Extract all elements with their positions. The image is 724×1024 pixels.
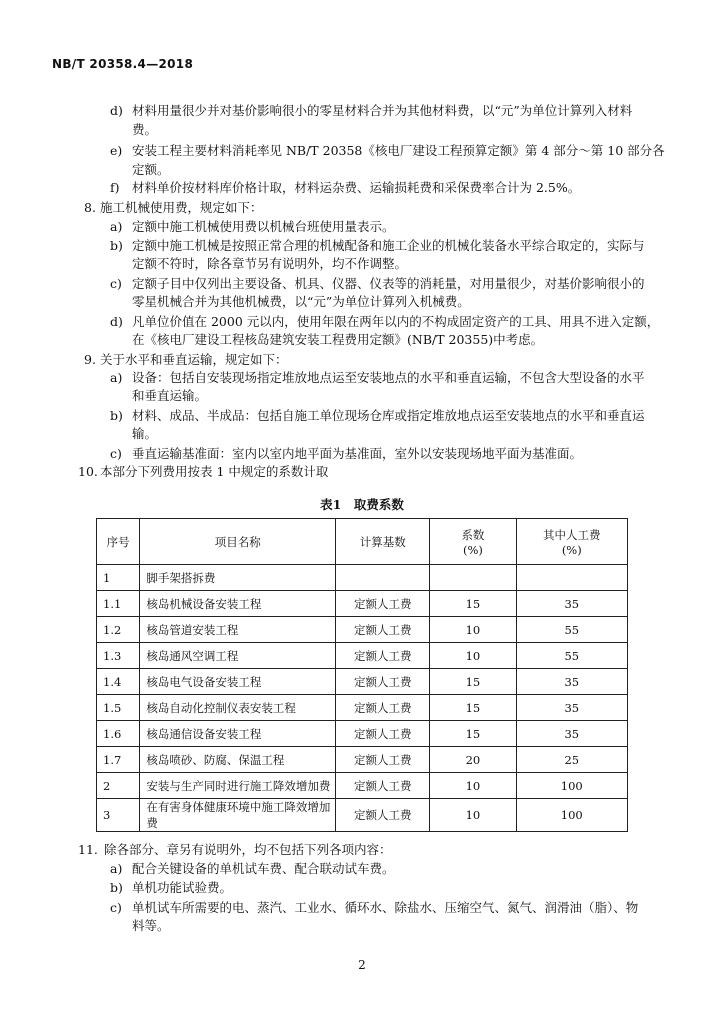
section-heading: 施工机械使用费，规定如下： bbox=[100, 200, 263, 215]
row-coefficient-cell: 10 bbox=[430, 799, 516, 832]
table-row bbox=[97, 565, 628, 591]
paragraph-line: 材料用量很少并对基价影响很小的零星材料合并为其他材料费，以“元”为单位计算列入材料 bbox=[132, 103, 633, 118]
table-body bbox=[97, 565, 628, 832]
standard-code-header: NB/T 20358.4—2018 bbox=[52, 57, 194, 71]
row-no-cell: 1.6 bbox=[97, 721, 140, 747]
row-labor-cell: 100 bbox=[516, 773, 627, 799]
header-coefficient-label: 系数 bbox=[461, 527, 485, 542]
paragraph-line: 单机功能试验费。 bbox=[132, 880, 233, 895]
row-labor-cell: 100 bbox=[516, 799, 627, 832]
row-labor-cell: 35 bbox=[516, 721, 627, 747]
table-row bbox=[97, 643, 628, 669]
row-base-cell: 定额人工费 bbox=[336, 591, 430, 617]
row-coefficient-cell: 15 bbox=[430, 695, 516, 721]
row-name-cell: 核岛通风空调工程 bbox=[140, 643, 336, 669]
row-labor-cell: 35 bbox=[516, 669, 627, 695]
paragraph-line: 定额子目中仅列出主要设备、机具、仪器、仪表等的消耗量，对用量很少，对基价影响很小的 bbox=[132, 276, 645, 291]
section-heading: 除各部分、章另有说明外，均不包括下列各项内容： bbox=[104, 842, 392, 857]
row-coefficient-cell: 15 bbox=[430, 721, 516, 747]
table-row bbox=[97, 669, 628, 695]
table-row bbox=[97, 799, 628, 832]
row-coefficient-cell: 10 bbox=[430, 643, 516, 669]
paragraph-line: 和垂直运输。 bbox=[132, 388, 208, 403]
header-labor-label: 其中人工费 bbox=[543, 527, 601, 542]
list-marker: d) bbox=[110, 103, 123, 118]
list-marker: d) bbox=[110, 314, 123, 329]
row-name-cell: 核岛管道安装工程 bbox=[140, 617, 336, 643]
row-coefficient-cell bbox=[430, 565, 516, 591]
table-row bbox=[97, 591, 628, 617]
row-no-cell: 1.2 bbox=[97, 617, 140, 643]
row-no-cell: 2 bbox=[97, 773, 140, 799]
fee-coefficient-table bbox=[96, 518, 628, 832]
header-no: 序号 bbox=[97, 519, 140, 565]
paragraph-line: 定额中施工机械使用费以机械台班使用量表示。 bbox=[132, 219, 395, 234]
header-name: 项目名称 bbox=[140, 519, 336, 565]
page-number: 2 bbox=[358, 958, 366, 972]
paragraph-line: 安装工程主要材料消耗率见 NB/T 20358《核电厂建设工程预算定额》第 4 部分～第 10 部分各 bbox=[132, 143, 665, 158]
row-name-cell: 核岛自动化控制仪表安装工程 bbox=[140, 695, 336, 721]
list-marker: a) bbox=[110, 370, 123, 385]
paragraph-line: 材料、成品、半成品：包括自施工单位现场仓库或指定堆放地点运至安装地点的水平和垂直运 bbox=[132, 408, 645, 423]
row-base-cell: 定额人工费 bbox=[336, 747, 430, 773]
section-heading: 本部分下列费用按表 1 中规定的系数计取 bbox=[100, 464, 329, 479]
row-name-cell: 脚手架搭拆费 bbox=[140, 565, 336, 591]
row-base-cell: 定额人工费 bbox=[336, 643, 430, 669]
header-labor bbox=[516, 519, 627, 565]
paragraph-line: 费。 bbox=[132, 122, 158, 137]
row-labor-cell: 25 bbox=[516, 747, 627, 773]
paragraph-line: 定额。 bbox=[132, 162, 170, 177]
paragraph-line: 材料单价按材料库价格计取，材料运杂费、运输损耗费和采保费率合计为 2.5%。 bbox=[132, 180, 581, 195]
row-base-cell: 定额人工费 bbox=[336, 799, 430, 832]
section-number: 9. bbox=[84, 352, 96, 367]
header-coefficient-unit: (%) bbox=[462, 542, 483, 557]
header-base: 计算基数 bbox=[336, 519, 430, 565]
row-base-cell bbox=[336, 565, 430, 591]
list-marker: c) bbox=[110, 446, 122, 461]
list-marker: c) bbox=[110, 900, 122, 915]
row-name-cell: 安装与生产同时进行施工降效增加费 bbox=[140, 773, 336, 799]
section-heading: 关于水平和垂直运输，规定如下： bbox=[100, 352, 288, 367]
paragraph-line: 单机试车所需要的电、蒸汽、工业水、循环水、除盐水、压缩空气、氮气、润滑油（脂）、物 bbox=[132, 900, 639, 915]
row-name-cell: 核岛通信设备安装工程 bbox=[140, 721, 336, 747]
list-marker: b) bbox=[110, 408, 123, 423]
row-labor-cell: 35 bbox=[516, 591, 627, 617]
section-number: 8. bbox=[84, 200, 96, 215]
paragraph-line: 料等。 bbox=[132, 918, 170, 933]
table-row bbox=[97, 695, 628, 721]
row-base-cell: 定额人工费 bbox=[336, 773, 430, 799]
paragraph-line: 在《核电厂建设工程核岛建筑安装工程费用定额》(NB/T 20355)中考虑。 bbox=[132, 332, 544, 347]
row-labor-cell: 55 bbox=[516, 643, 627, 669]
list-marker: a) bbox=[110, 219, 123, 234]
row-coefficient-cell: 20 bbox=[430, 747, 516, 773]
table-row bbox=[97, 747, 628, 773]
row-no-cell: 1.1 bbox=[97, 591, 140, 617]
row-coefficient-cell: 15 bbox=[430, 591, 516, 617]
paragraph-line: 设备：包括自安装现场指定堆放地点运至安装地点的水平和垂直运输，不包含大型设备的水平 bbox=[132, 370, 645, 385]
row-coefficient-cell: 10 bbox=[430, 773, 516, 799]
table-caption: 表1 取费系数 bbox=[320, 497, 404, 512]
row-no-cell: 1.7 bbox=[97, 747, 140, 773]
paragraph-line: 零星机械合并为其他机械费，以“元”为单位计算列入机械费。 bbox=[132, 294, 470, 309]
row-coefficient-cell: 15 bbox=[430, 669, 516, 695]
row-labor-cell: 35 bbox=[516, 695, 627, 721]
list-marker: c) bbox=[110, 276, 122, 291]
row-base-cell: 定额人工费 bbox=[336, 721, 430, 747]
table-row bbox=[97, 617, 628, 643]
paragraph-line: 配合关键设备的单机试车费、配合联动试车费。 bbox=[132, 861, 395, 876]
row-base-cell: 定额人工费 bbox=[336, 669, 430, 695]
paragraph-line: 定额不符时，除各章节另有说明外，均不作调整。 bbox=[132, 256, 408, 271]
paragraph-line: 定额中施工机械是按照正常合理的机械配备和施工企业的机械化装备水平综合取定的，实际与 bbox=[132, 238, 645, 253]
row-name-cell: 核岛电气设备安装工程 bbox=[140, 669, 336, 695]
row-name-cell: 在有害身体健康环境中施工降效增加费 bbox=[140, 799, 336, 832]
row-labor-cell: 55 bbox=[516, 617, 627, 643]
row-no-cell: 1.3 bbox=[97, 643, 140, 669]
list-marker: b) bbox=[110, 238, 123, 253]
row-name-cell: 核岛喷砂、防腐、保温工程 bbox=[140, 747, 336, 773]
row-no-cell: 1 bbox=[97, 565, 140, 591]
header-coefficient bbox=[430, 519, 516, 565]
table-row bbox=[97, 773, 628, 799]
paragraph-line: 凡单位价值在 2000 元以内，使用年限在两年以内的不构成固定资产的工具、用具不进入定额， bbox=[132, 314, 660, 329]
paragraph-line: 垂直运输基准面：室内以室内地平面为基准面，室外以安装现场地平面为基准面。 bbox=[132, 446, 583, 461]
row-name-cell: 核岛机械设备安装工程 bbox=[140, 591, 336, 617]
table-row bbox=[97, 721, 628, 747]
row-no-cell: 1.5 bbox=[97, 695, 140, 721]
row-no-cell: 3 bbox=[97, 799, 140, 832]
row-labor-cell bbox=[516, 565, 627, 591]
row-coefficient-cell: 10 bbox=[430, 617, 516, 643]
paragraph-line: 输。 bbox=[132, 426, 158, 441]
section-number: 11. bbox=[78, 842, 98, 857]
list-marker: f) bbox=[110, 180, 120, 195]
row-base-cell: 定额人工费 bbox=[336, 695, 430, 721]
row-base-cell: 定额人工费 bbox=[336, 617, 430, 643]
section-number: 10. bbox=[78, 464, 98, 479]
row-no-cell: 1.4 bbox=[97, 669, 140, 695]
list-marker: b) bbox=[110, 880, 123, 895]
list-marker: e) bbox=[110, 143, 123, 158]
table-header-row bbox=[97, 519, 628, 565]
header-labor-unit: (%) bbox=[561, 542, 582, 557]
list-marker: a) bbox=[110, 861, 123, 876]
